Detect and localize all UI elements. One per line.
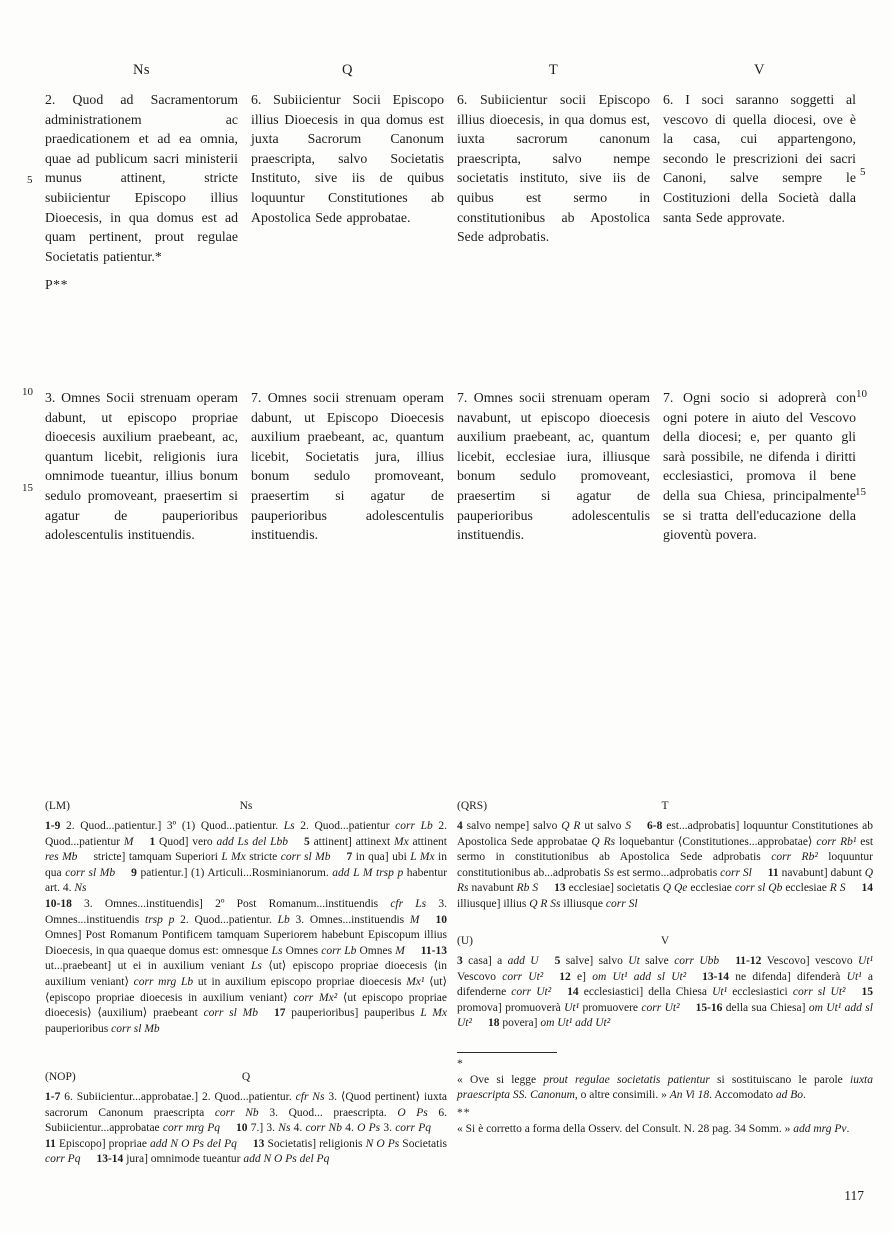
- apparatus-u-v: [457, 934, 873, 1032]
- column-header-ns: Ns: [132, 62, 151, 78]
- apparatus-header: [45, 1070, 447, 1087]
- text-row-2: [45, 388, 856, 545]
- footnote-text-1: « Ove si legge prout regulae societatis patientur si sostituiscano le parole iuxta praescripta SS. Canonum, o altre consimili. » An Vi 18. Accomodato ad Bo.: [457, 1074, 873, 1102]
- paragraph-v-6: 6. I soci saranno soggetti al vescovo di quella diocesi, ove è la casa, cui appartengono, secondo le prescrizioni dei sacri Canoni, salve sempre le Costituzioni della Società dalla santa Sede approvate.: [663, 92, 856, 225]
- paragraph-q-7: 7. Omnes socii strenuam operam dabunt, ut Episcopo Dioecesis auxilium praebeant, ac, quantum licebit, Societatis jura, illius bonum sedulo promoveant, praesertim si agatur de pauperioribus adolescentulis instituendis.: [251, 390, 444, 543]
- paragraph-q-6: 6. Subiicientur Socii Episcopo illius Dioecesis in qua domus est juxta Sacrorum Canonum praescripta, salvo Societatis Instituto, sive iis de quibus loquuntur Constitutiones ab Apostolica Sede approbatae.: [251, 92, 444, 225]
- column-q: [251, 90, 444, 295]
- column-header-t: T: [548, 62, 559, 78]
- line-number-left-15: 15: [22, 482, 33, 494]
- paragraph-t-7: 7. Omnes socii strenuam operam navabunt, ut episcopo dioecesis auxilium praebeant, ac, quantum licebit, ecclesiae iura, illiusque bonum sedulo promoveant, praesertim si agatur de pauperioribus adolescentulis instituendis.: [457, 390, 650, 543]
- column-ns: [45, 388, 238, 545]
- apparatus-entry: 1-9 2. Quod...patientur.] 3º (1) Quod...patientur. Ls 2. Quod...patientur corr Lb 2. Quod...patientur M 1 Quod] vero add Ls del Lbb 5 attinent] attinext Mx attinent res Mb stricte] tamquam Superiori L Mx stricte corr sl Mb 7 in qua] ubi L Mx in qua corr sl Mb 9 patientur.] (1) Articuli...Rosminianorum. add L M trsp p habentur art. 4. Ns: [45, 820, 448, 895]
- line-number-right-10: 10: [856, 388, 867, 400]
- footnote-marker-2: **: [457, 1106, 471, 1119]
- footnote-divider: [457, 1052, 557, 1053]
- column-v: [663, 90, 856, 295]
- column-headers: [45, 62, 856, 79]
- apparatus-entry: 1-7 6. Subiicientur...approbatae.] 2. Quod...patientur. cfr Ns 3. ⟨Quod pertinent⟩ iuxta sacrorum Canonum praescripta corr Nb 3. Quod... praescripta. O Ps 6. Subiicientur...approbatae corr mrg Pq 10 7.] 3. Ns 4. corr Nb 4. O Ps 3. corr Pq11 Episcopo] propriae add N O Ps del Pq 13 Societatis] religionis N O Ps Societatis corr Pq 13-14 jura] omnimode tueantur add N O Ps del Pq: [45, 1091, 448, 1166]
- column-ns: [45, 90, 238, 295]
- footnotes: [457, 1052, 873, 1137]
- line-number-right-5: 5: [860, 166, 866, 178]
- footnote-text-2: « Si è corretto a forma della Osserv. del Consult. N. 28 pag. 34 Somm. » add mrg Pv.: [457, 1122, 850, 1135]
- apparatus-entry: 10-18 3. Omnes...instituendis] 2º Post Romanum...instituendis cfr Ls 3. Omnes...instituendis trsp p 2. Quod...patientur. Lb 3. Omnes...instituendis M 10 Omnes] Post Romanum Pontificem tamquam Superiorem habebunt Episcopum illius Dioecesis, in qua quaeque domus est: omnesque Ls Omnes corr Lb Omnes M 11-13 ut...praebeant] ut ei in auxilium veniant Ls ⟨ut⟩ episcopo propriae dioecesis ⟨in auxilium veniant⟩ corr mrg Lb ut in auxilium episcopo propriae dioecesis Mx¹ ⟨ut⟩ ⟨episcopo propriae dioecesis in auxilium veniant⟩ corr Mx² ⟨ut episcopo propriae dioecesis⟩ ⟨auxilium⟩ praebeant corr sl Mb 17 pauperioribus] pauperibus L Mx pauperioribus corr sl Mb: [45, 897, 448, 1035]
- column-q: [251, 388, 444, 545]
- paragraph-t-6: 6. Subiicientur socii Episcopo illius dioecesis, in qua domus est, iuxta sacrorum canonum praescripta, salvo nempe societatis instituto, sive iis de quibus est sermo in constitutionibus ab Apostolica Sede adprobatis.: [457, 92, 650, 245]
- paragraph-ns-p-marker: P**: [45, 277, 68, 293]
- apparatus-entry: 3 casa] a add U 5 salve] salvo Ut salve corr Ubb 11-12 Vescovo] vescovo Ut¹ Vescovo corr Ut² 12 e] om Ut¹ add sl Ut² 13-14 ne difenda] difenderà Ut¹ a difenderne corr Ut² 14 ecclesiastici] della Chiesa Ut¹ ecclesiastici corr sl Ut² 15 promova] promuoverà Ut¹ promuovere corr Ut² 15-16 della sua Chiesa] om Ut¹ add sl Ut² 18 povera] om Ut¹ add Ut²: [457, 955, 873, 1030]
- apparatus-nop-q: [45, 1070, 447, 1168]
- column-header-q: Q: [342, 62, 353, 78]
- paragraph-v-7: 7. Ogni socio si adoprerà con ogni potere in aiuto del Vescovo della diocesi; e, per quanto gli sarà possibile, ne difenda i diritti ecclesiastici, promova il bene della sua Chiesa, principalmente se si tratta dell'educazione della gioventù povera.: [663, 390, 856, 543]
- apparatus-siglum: V: [660, 935, 670, 947]
- apparatus-header: [45, 799, 447, 816]
- footnote-marker-1: *: [457, 1058, 464, 1070]
- line-number-left-10: 10: [22, 386, 33, 398]
- paragraph-ns-2: 2. Quod ad Sacramentorum administrationem ac praedicationem et ad ea omnia, quae ad publicum sacri ministerii munus attinent, stricte subiicientur Episcopo illius Dioecesis, in qua domus est ad quam pertinent, prout regulae Societatis patientur.*: [45, 92, 238, 264]
- line-number-left-5: 5: [27, 174, 33, 186]
- apparatus-group-label: (LM): [45, 800, 70, 812]
- column-header-v: V: [754, 62, 765, 78]
- column-t: [457, 388, 650, 545]
- apparatus-entry: 4 salvo nempe] salvo Q R ut salvo S 6-8 est...adprobatis] loquuntur Constitutiones ab Apostolica Sede approbatae Q Rs loquebantur ⟨Constitutiones...approbatae⟩ corr Rb¹ est sermo in constitutionibus ab Apostolica Sede adprobatis corr Rb² loquuntur constitutionibus ab...adprobatis Ss est sermo...adprobatis corr Sl 11 navabunt] dabunt Q Rs navabunt Rb S 13 ecclesiae] societatis Q Qe ecclesiae corr sl Qb ecclesiae R S 14 illiusque] illius Q R Ss illiusque corr Sl: [457, 820, 874, 910]
- text-row-1: [45, 90, 856, 295]
- apparatus-group-label: (QRS): [457, 800, 488, 812]
- paragraph-ns-3: 3. Omnes Socii strenuam operam dabunt, ut episcopo propriae dioecesis auxilium praebeant, ac, quantum licebit, religionis iura omnimode tueantur, illius bonum sedulo promoveant, praesertim si agatur de pauperioribus adolescentulis instituendis.: [45, 390, 238, 543]
- apparatus-header: [457, 799, 873, 816]
- apparatus-siglum: T: [661, 800, 669, 812]
- line-number-right-15: 15: [855, 486, 866, 498]
- page-number: 117: [844, 1188, 864, 1203]
- apparatus-group-label: (U): [457, 935, 473, 947]
- apparatus-siglum: Q: [241, 1071, 251, 1083]
- column-v: [663, 388, 856, 545]
- apparatus-group-label: (NOP): [45, 1071, 76, 1083]
- apparatus-siglum: Ns: [239, 800, 253, 812]
- apparatus-lm-ns: [45, 799, 447, 1037]
- apparatus-qrs-t: [457, 799, 873, 913]
- column-t: [457, 90, 650, 295]
- apparatus-header: [457, 934, 873, 951]
